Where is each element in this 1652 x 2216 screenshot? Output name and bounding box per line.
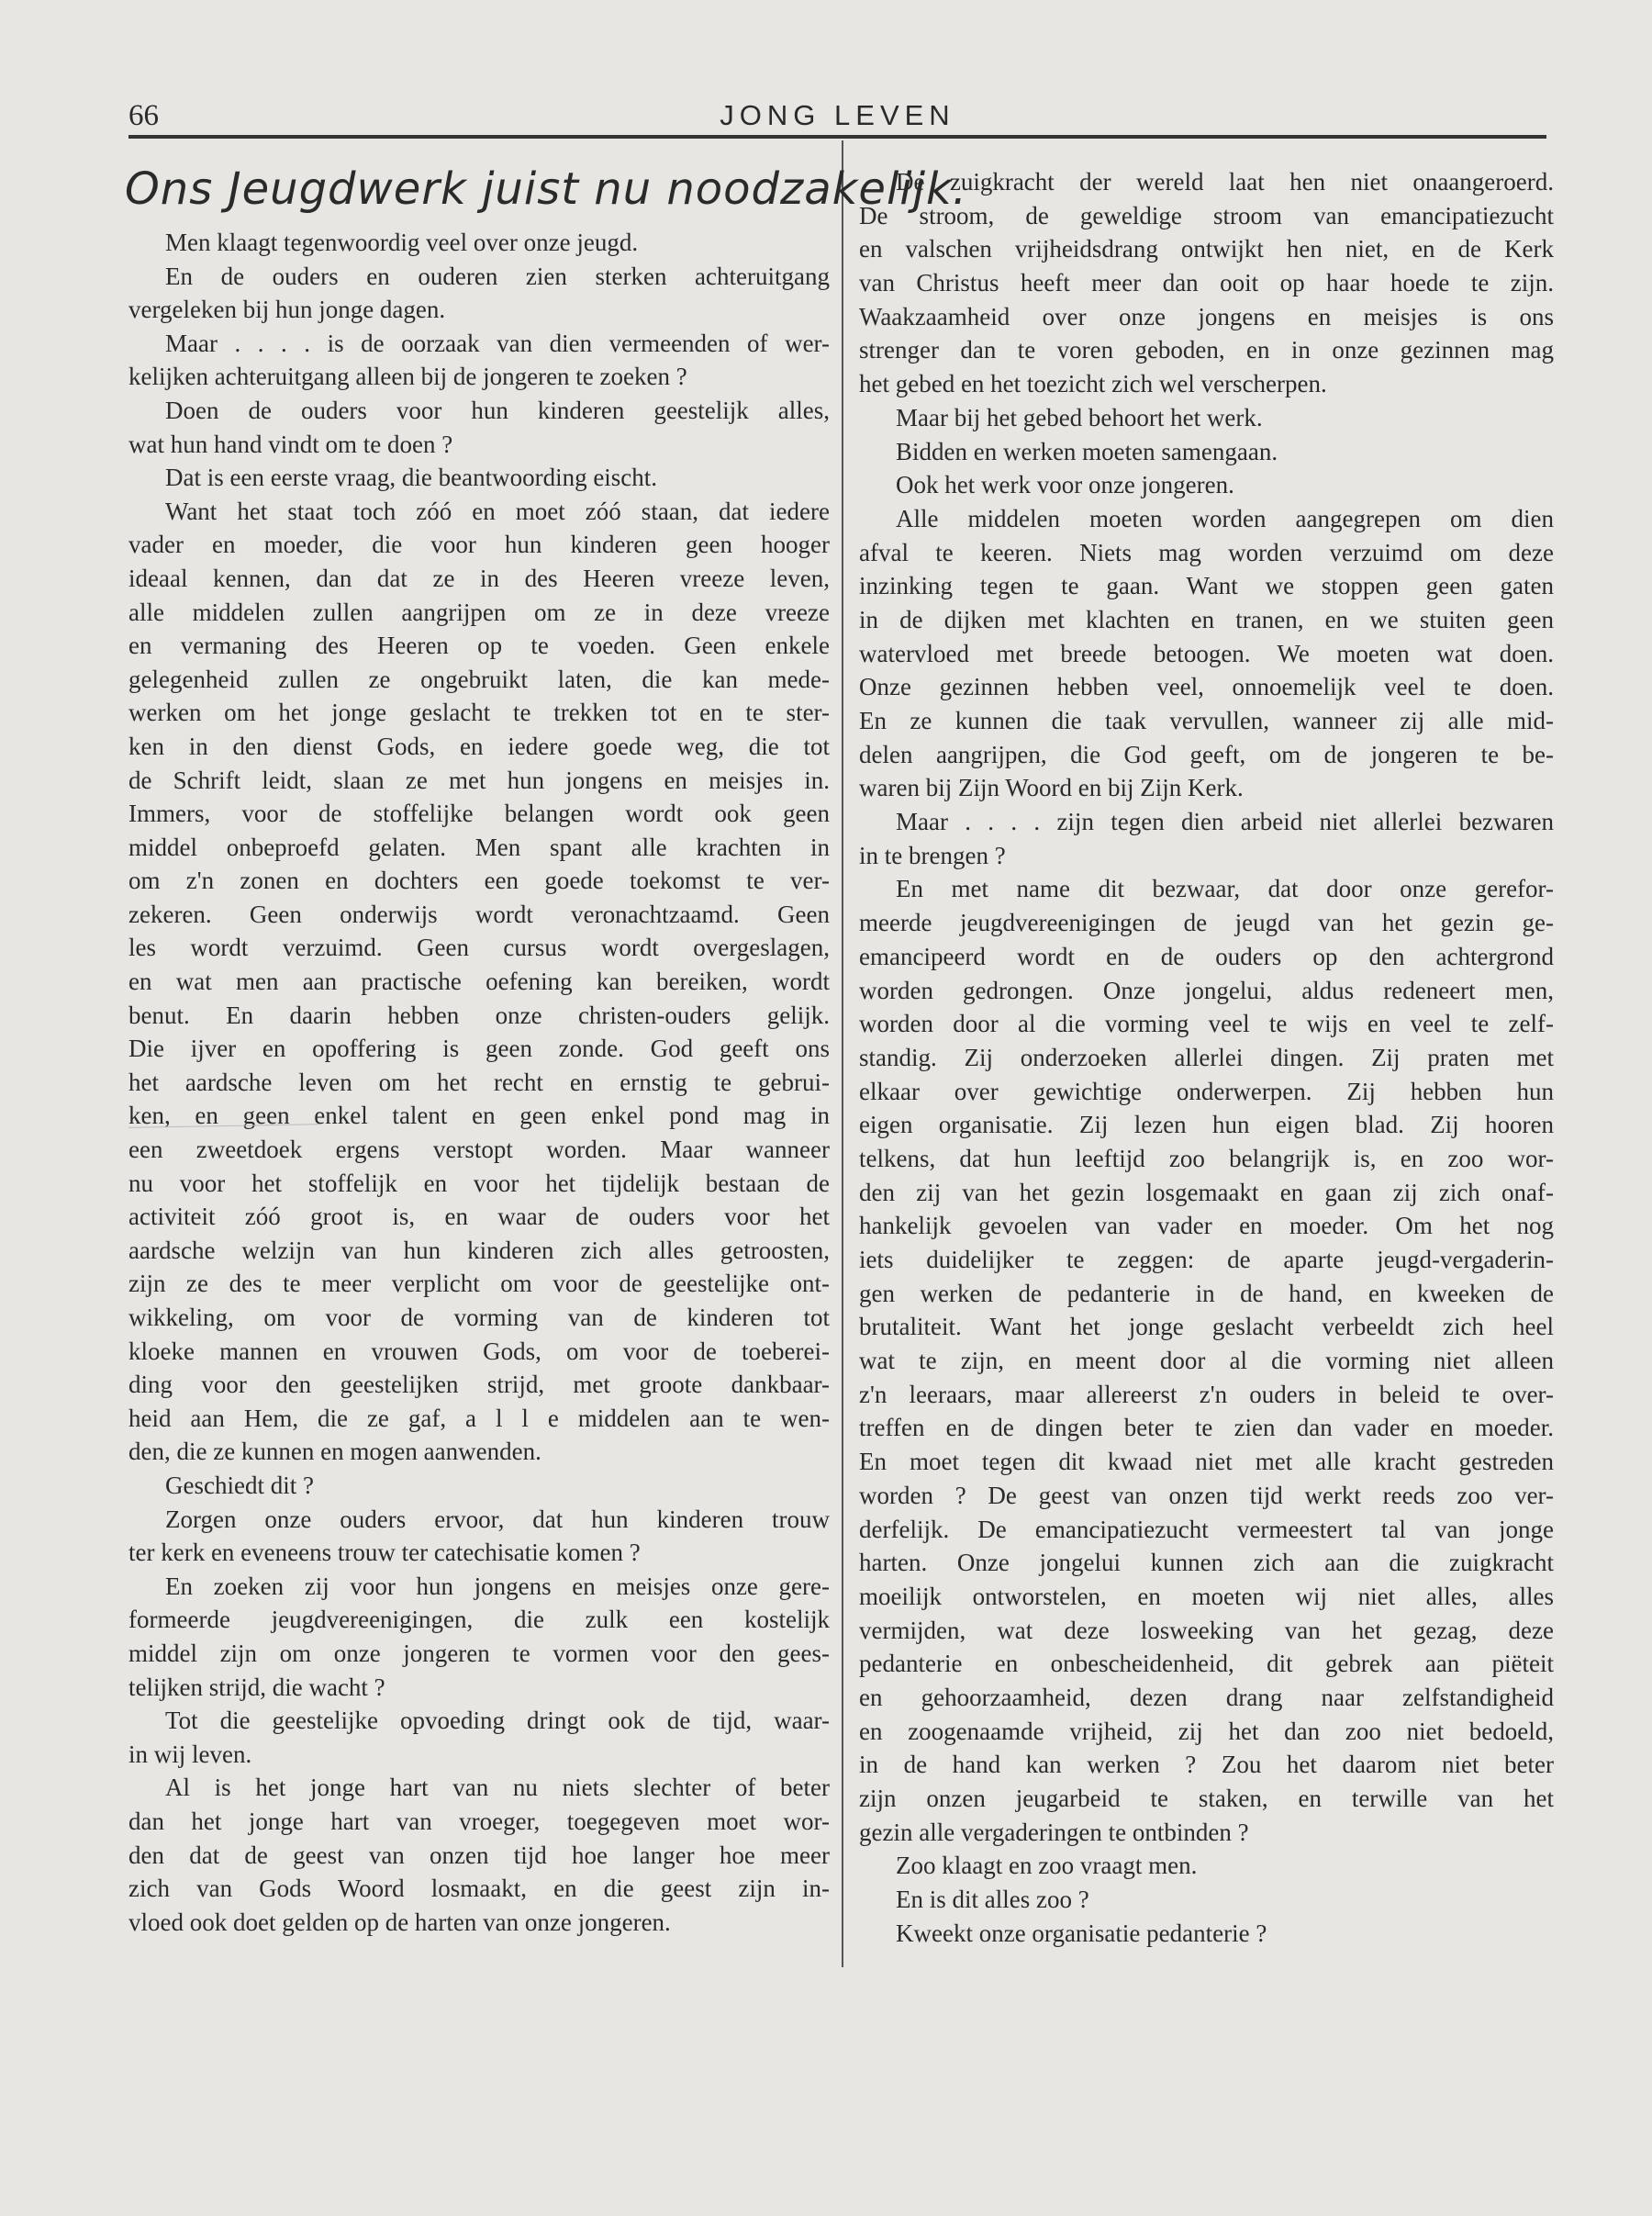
- text-line: Bidden en werken moeten samengaan.: [896, 437, 1278, 465]
- text-line: gelegenheid zullen ze ongebruikt laten, die kan mede-: [128, 665, 830, 693]
- text-line: een zweetdoek ergens verstopt worden. Maar wanneer: [128, 1136, 830, 1164]
- text-line: watervloed met breede betoogen. We moeten wat doen.: [859, 639, 1554, 667]
- text-line: emancipeerd wordt en de ouders op den achtergrond: [859, 942, 1554, 970]
- paragraph: [859, 502, 1554, 805]
- text-line: En is dit alles zoo ?: [896, 1886, 1089, 1914]
- text-line: les wordt verzuimd. Geen cursus wordt overgeslagen,: [128, 934, 830, 962]
- text-line: Maar . . . . is de oorzaak van dien vermeenden of wer-: [165, 329, 830, 357]
- text-line: z'n leeraars, maar allereerst z'n ouders in beleid te over-: [859, 1380, 1554, 1408]
- text-line: werken om het jonge geslacht te trekken tot en te ster-: [128, 699, 830, 727]
- text-line: heid aan Hem, die ze gaf, a l l e middelen aan te wen-: [128, 1404, 830, 1432]
- text-line: En met name dit bezwaar, dat door onze gerefor-: [896, 875, 1554, 903]
- text-line: het aardsche leven om het recht en ernstig te gebrui-: [128, 1068, 830, 1096]
- paragraph: [128, 1704, 830, 1771]
- paragraph: [859, 468, 1554, 502]
- paragraph: [128, 1570, 830, 1704]
- text-line: zijn onzen jeugarbeid te staken, en terwille van het: [859, 1785, 1554, 1812]
- text-line: ken, en geen enkel talent en geen enkel pond mag in: [128, 1102, 830, 1130]
- text-line: kloeke mannen en vrouwen Gods, om voor de toeberei-: [128, 1337, 830, 1365]
- text-line: worden gedrongen. Onze jongelui, aldus redeneert men,: [859, 976, 1554, 1004]
- journal-title: JONG LEVEN: [720, 99, 955, 131]
- header-rule: [128, 135, 1546, 139]
- text-line: in de dijken met klachten en tranen, en we stuiten geen: [859, 605, 1554, 633]
- text-line: telkens, dat hun leeftijd zoo belangrijk is, en zoo wor-: [859, 1144, 1554, 1172]
- paragraph: [859, 805, 1554, 872]
- text-line: gen werken de pedanterie in de hand, en kweeken de: [859, 1279, 1554, 1307]
- text-line: nu voor het stoffelijk en voor het tijdelijk bestaan de: [128, 1169, 830, 1197]
- text-line: worden ? De geest van onzen tijd werkt reeds zoo ver-: [859, 1481, 1554, 1509]
- text-line: strenger dan te voren geboden, en in onze gezinnen mag: [859, 336, 1554, 364]
- paragraph: [859, 165, 1554, 401]
- text-line: benut. En daarin hebben onze christen-ouders gelijk.: [128, 1001, 830, 1029]
- text-line: En moet tegen dit kwaad niet met alle kracht gestreden: [859, 1448, 1554, 1476]
- paragraph: [128, 1503, 830, 1570]
- column-divider: [842, 140, 843, 1967]
- right-column-body: [859, 165, 1554, 1950]
- paragraph: [859, 1849, 1554, 1883]
- text-line: Waakzaamheid over onze jongens en meisjes is ons: [859, 302, 1554, 330]
- running-header: [128, 94, 1546, 138]
- paragraph: [128, 495, 830, 1469]
- paragraph: [859, 435, 1554, 469]
- text-line: harten. Onze jongelui kunnen zich aan die zuigkracht: [859, 1549, 1554, 1577]
- text-line: Tot die geestelijke opvoeding dringt ook de tijd, waar-: [165, 1707, 830, 1735]
- text-line: hankelijk gevoelen van vader en moeder. Om het nog: [859, 1212, 1554, 1240]
- text-line: pedanterie en onbescheidenheid, dit gebrek aan piëteit: [859, 1650, 1554, 1678]
- text-line: ideaal kennen, dan dat ze in des Heeren vreeze leven,: [128, 564, 830, 592]
- text-line: worden door al die vorming veel te wijs en veel te zelf-: [859, 1010, 1554, 1038]
- paragraph: [128, 260, 830, 327]
- text-line: zekeren. Geen onderwijs wordt veronachtzaamd. Geen: [128, 900, 830, 928]
- text-line: moeilijk ontworstelen, en moeten wij niet alles, alles: [859, 1582, 1554, 1610]
- text-line: dan het jonge hart van vroeger, toegegeven moet wor-: [128, 1807, 830, 1835]
- paragraph: [128, 327, 830, 394]
- text-line: vloed ook doet gelden op de harten van onze jongeren.: [128, 1908, 671, 1936]
- paragraph: [128, 394, 830, 461]
- text-line: Die ijver en opoffering is geen zonde. God geeft ons: [128, 1035, 830, 1063]
- text-line: aardsche welzijn van hun kinderen zich alles getroosten,: [128, 1236, 830, 1264]
- text-line: activiteit zóó groot is, en waar de ouders voor het: [128, 1203, 830, 1231]
- paragraph: [859, 872, 1554, 1849]
- text-line: Men klaagt tegenwoordig veel over onze jeugd.: [165, 229, 639, 256]
- text-line: en wat men aan practische oefening kan bereiken, wordt: [128, 968, 830, 996]
- paragraph: [859, 1917, 1554, 1951]
- text-line: Maar bij het gebed behoort het werk.: [896, 403, 1263, 431]
- text-line: brutaliteit. Want het jonge geslacht verbeeldt zich heel: [859, 1313, 1554, 1341]
- text-line: inzinking tegen te gaan. Want we stoppen geen gaten: [859, 572, 1554, 600]
- text-line: den zij van het gezin losgemaakt en gaan zij zich onaf-: [859, 1178, 1554, 1206]
- paragraph: [859, 1883, 1554, 1917]
- text-line: en gehoorzaamheid, dezen drang naar zelfstandigheid: [859, 1683, 1554, 1711]
- text-line: den dat de geest van onzen tijd hoe langer hoe meer: [128, 1841, 830, 1869]
- text-line: middel onbeproefd gelaten. Men spant alle krachten in: [128, 833, 830, 861]
- paragraph: [128, 1469, 830, 1503]
- text-line: in te brengen ?: [859, 841, 1006, 869]
- left-column-body: [128, 226, 830, 1939]
- text-line: Geschiedt dit ?: [165, 1471, 314, 1499]
- text-line: en vermaning des Heeren op te voeden. Geen enkele: [128, 632, 830, 660]
- text-line: Maar . . . . zijn tegen dien arbeid niet allerlei bezwaren: [896, 808, 1554, 836]
- text-line: ken in den dienst Gods, en iedere goede weg, die tot: [128, 732, 830, 760]
- text-line: Alle middelen moeten worden aangegrepen om dien: [896, 504, 1554, 532]
- text-line: wat hun hand vindt om te doen ?: [128, 430, 453, 458]
- text-line: wat te zijn, en meent door al die vorming niet alleen: [859, 1347, 1554, 1375]
- text-line: Ook het werk voor onze jongeren.: [896, 471, 1234, 499]
- paragraph: [128, 461, 830, 495]
- text-line: ter kerk en eveneens trouw ter catechisatie komen ?: [128, 1539, 641, 1567]
- text-line: kelijken achteruitgang alleen bij de jongeren te zoeken ?: [128, 363, 687, 391]
- text-line: van Christus heeft meer dan ooit op haar hoede te zijn.: [859, 269, 1554, 297]
- text-line: eigen organisatie. Zij lezen hun eigen blad. Zij hooren: [859, 1111, 1554, 1139]
- text-line: den, die ze kunnen en mogen aanwenden.: [128, 1438, 541, 1466]
- text-line: afval te keeren. Niets mag worden verzuimd om deze: [859, 538, 1554, 566]
- paragraph: [859, 401, 1554, 435]
- text-line: Zoo klaagt en zoo vraagt men.: [896, 1852, 1198, 1880]
- text-line: Doen de ouders voor hun kinderen geestelijk alles,: [165, 396, 830, 424]
- text-line: vermijden, wat deze losweeking van het gezag, deze: [859, 1616, 1554, 1644]
- text-line: middel zijn om onze jongeren te vormen voor den gees-: [128, 1639, 830, 1667]
- paragraph: [128, 226, 830, 260]
- text-line: waren bij Zijn Woord en bij Zijn Kerk.: [859, 774, 1244, 802]
- text-line: delen aangrijpen, die God geeft, om de jongeren te be-: [859, 740, 1554, 768]
- text-line: Immers, voor de stoffelijke belangen wordt ook geen: [128, 800, 830, 828]
- text-line: Want het staat toch zóó en moet zóó staan, dat iedere: [165, 497, 830, 525]
- text-line: alle middelen zullen aangrijpen om ze in deze vreeze: [128, 598, 830, 626]
- text-line: vergeleken bij hun jonge dagen.: [128, 296, 446, 324]
- text-line: Al is het jonge hart van nu niets slechter of beter: [165, 1774, 830, 1802]
- text-line: formeerde jeugdvereenigingen, die zulk een kostelijk: [128, 1606, 830, 1634]
- text-line: Onze gezinnen hebben veel, onnoemelijk veel te doen.: [859, 673, 1554, 701]
- text-line: het gebed en het toezicht zich wel verscherpen.: [859, 370, 1327, 398]
- page-number: 66: [128, 99, 159, 132]
- text-line: de Schrift leidt, slaan ze met hun jongens en meisjes in.: [128, 766, 830, 794]
- text-line: En de ouders en ouderen zien sterken achteruitgang: [165, 262, 830, 290]
- text-line: Kweekt onze organisatie pedanterie ?: [896, 1919, 1267, 1947]
- text-line: gezin alle vergaderingen te ontbinden ?: [859, 1818, 1249, 1846]
- article-title: Ons Jeugdwerk juist nu noodzakelijk.: [125, 163, 967, 215]
- paragraph: [128, 1771, 830, 1939]
- text-line: telijken strijd, die wacht ?: [128, 1673, 385, 1701]
- text-line: ding voor den geestelijken strijd, met groote dankbaar-: [128, 1371, 830, 1399]
- text-line: zijn ze des te meer verplicht om voor de geestelijke ont-: [128, 1270, 830, 1298]
- text-line: derfelijk. De emancipatiezucht vermeestert tal van jonge: [859, 1515, 1554, 1543]
- text-line: en zoogenaamde vrijheid, zij het dan zoo niet bedoeld,: [859, 1717, 1554, 1745]
- text-line: standig. Zij onderzoeken allerlei dingen. Zij praten met: [859, 1043, 1554, 1071]
- text-line: De zuigkracht der wereld laat hen niet onaangeroerd.: [896, 168, 1554, 196]
- text-line: om z'n zonen en dochters een goede toekomst te ver-: [128, 867, 830, 895]
- text-line: En zoeken zij voor hun jongens en meisjes onze gere-: [165, 1572, 830, 1600]
- text-line: treffen en de dingen beter te zien dan vader en moeder.: [859, 1414, 1554, 1442]
- text-line: De stroom, de geweldige stroom van emancipatiezucht: [859, 201, 1554, 229]
- text-line: en valschen vrijheidsdrang ontwijkt hen niet, en de Kerk: [859, 235, 1554, 263]
- text-line: En ze kunnen die taak vervullen, wanneer zij alle mid-: [859, 707, 1554, 734]
- text-line: in wij leven.: [128, 1740, 252, 1768]
- text-line: in de hand kan werken ? Zou het daarom niet beter: [859, 1751, 1554, 1779]
- text-line: meerde jeugdvereenigingen de jeugd van het gezin ge-: [859, 909, 1554, 937]
- text-line: wikkeling, om voor de vorming van de kinderen tot: [128, 1304, 830, 1331]
- text-line: zich van Gods Woord losmaakt, en die geest zijn in-: [128, 1875, 830, 1903]
- text-line: iets duidelijker te zeggen: de aparte jeugd-vergaderin-: [859, 1246, 1554, 1273]
- text-line: elkaar over gewichtige onderwerpen. Zij hebben hun: [859, 1077, 1554, 1105]
- text-line: Zorgen onze ouders ervoor, dat hun kinderen trouw: [165, 1505, 830, 1533]
- right-column: [859, 165, 1554, 1950]
- text-line: vader en moeder, die voor hun kinderen geen hooger: [128, 531, 830, 559]
- text-line: Dat is een eerste vraag, die beantwoording eischt.: [165, 464, 658, 492]
